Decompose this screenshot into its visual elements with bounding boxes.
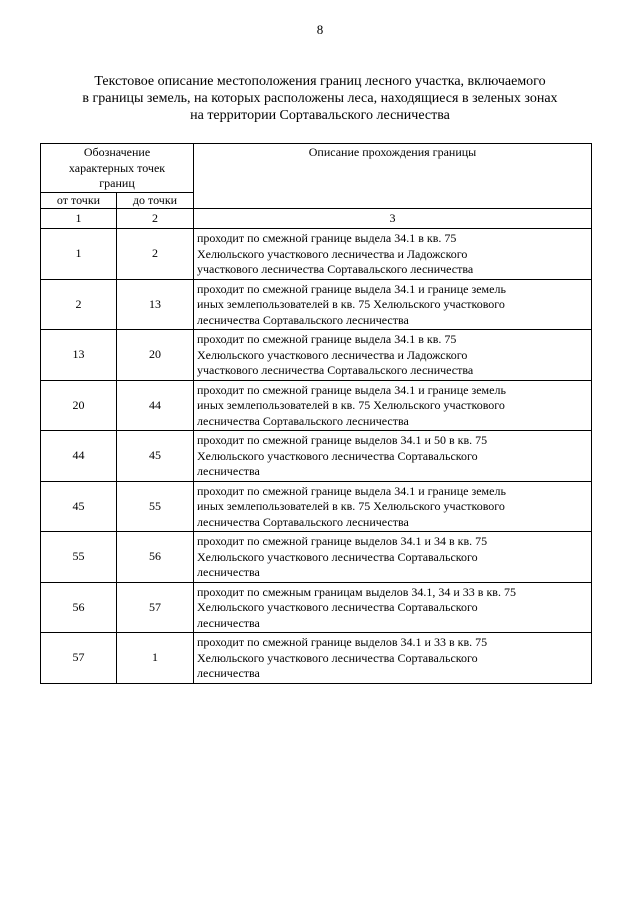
description-cell (194, 431, 592, 482)
description-line: лесничества Сортавальского лесничества (197, 413, 409, 428)
description-line: проходит по смежной границе выдела 34.1 и границе земель (197, 281, 506, 296)
description-line: иных землепользователей в кв. 75 Хелюльского участкового (197, 499, 505, 513)
to-point-cell: 45 (117, 431, 194, 482)
description-cell (194, 279, 592, 330)
points-header (41, 144, 194, 193)
column-number: 2 (117, 209, 194, 229)
from-point-cell: 56 (41, 582, 117, 633)
description-line: лесничества Сортавальского лесничества (197, 514, 409, 529)
to-point-header: до точки (117, 192, 194, 209)
from-point-cell: 2 (41, 279, 117, 330)
description-line: Хелюльского участкового лесничества Сортавальского (197, 600, 478, 614)
table-row (41, 279, 592, 330)
from-point-cell: 1 (41, 229, 117, 280)
description-cell (194, 481, 592, 532)
description-line: лесничества (197, 565, 260, 579)
description-line: проходит по смежной границе выдела 34.1 в кв. 75 (197, 231, 457, 245)
table-row (41, 582, 592, 633)
description-cell (194, 633, 592, 684)
to-point-cell: 2 (117, 229, 194, 280)
column-number: 1 (41, 209, 117, 229)
to-point-cell: 44 (117, 380, 194, 431)
table-row (41, 633, 592, 684)
table-row (41, 532, 592, 583)
description-line: проходит по смежной границе выделов 34.1 и 33 в кв. 75 (197, 635, 488, 649)
description-cell (194, 532, 592, 583)
points-header-line: границ (99, 176, 135, 190)
to-point-cell: 55 (117, 481, 194, 532)
table-row (41, 431, 592, 482)
description-cell (194, 229, 592, 280)
from-point-cell: 55 (41, 532, 117, 583)
points-header-line: Обозначение (83, 145, 151, 159)
from-point-cell: 45 (41, 481, 117, 532)
description-line: Хелюльского участкового лесничества Сортавальского (197, 549, 478, 564)
description-line: Хелюльского участкового лесничества и Ладожского (197, 246, 468, 261)
description-line: участкового лесничества Сортавальского лесничества (197, 363, 474, 377)
description-line: Хелюльского участкового лесничества Сортавальского (197, 650, 478, 665)
from-point-header: от точки (41, 192, 117, 209)
description-line: проходит по смежной границе выделов 34.1 и 50 в кв. 75 (197, 433, 488, 447)
table-row (41, 481, 592, 532)
table-row (41, 330, 592, 381)
description-line: проходит по смежным границам выделов 34.1, 34 и 33 в кв. 75 (197, 584, 516, 599)
to-point-cell: 56 (117, 532, 194, 583)
title-line: Текстовое описание местоположения границ лесного участка, включаемого (94, 74, 546, 89)
to-point-cell: 13 (117, 279, 194, 330)
to-point-cell: 20 (117, 330, 194, 381)
description-line: иных землепользователей в кв. 75 Хелюльского участкового (197, 297, 505, 311)
description-header: Описание прохождения границы (194, 144, 592, 209)
from-point-cell: 13 (41, 330, 117, 381)
description-cell (194, 582, 592, 633)
description-line: иных землепользователей в кв. 75 Хелюльского участкового (197, 398, 505, 412)
description-line: лесничества Сортавальского лесничества (197, 312, 409, 327)
table-row (41, 229, 592, 280)
from-point-cell: 20 (41, 380, 117, 431)
points-header-line: характерных точек (68, 160, 166, 175)
from-point-cell: 57 (41, 633, 117, 684)
to-point-cell: 57 (117, 582, 194, 633)
column-number: 3 (194, 209, 592, 229)
table-body (41, 229, 592, 684)
to-point-cell: 1 (117, 633, 194, 684)
description-line: проходит по смежной границе выдела 34.1 в кв. 75 (197, 332, 457, 346)
title-line: в границы земель, на которых расположены леса, находящиеся в зеленых зонах (82, 91, 558, 106)
boundary-description-table (40, 143, 592, 684)
page-number: 8 (316, 22, 324, 37)
document-title (40, 73, 600, 124)
description-line: лесничества (197, 615, 260, 630)
description-line: Хелюльского участкового лесничества Сортавальского (197, 448, 478, 463)
description-cell (194, 330, 592, 381)
title-line: на территории Сортавальского лесничества (190, 108, 450, 123)
description-line: Хелюльского участкового лесничества и Ладожского (197, 347, 468, 362)
description-line: проходит по смежной границе выдела 34.1 и границе земель (197, 382, 506, 397)
table-row (41, 380, 592, 431)
description-line: лесничества (197, 464, 260, 478)
description-cell (194, 380, 592, 431)
description-line: проходит по смежной границе выделов 34.1 и 34 в кв. 75 (197, 534, 488, 548)
description-line: проходит по смежной границе выдела 34.1 и границе земель (197, 483, 506, 498)
description-line: участкового лесничества Сортавальского лесничества (197, 262, 474, 276)
from-point-cell: 44 (41, 431, 117, 482)
description-line: лесничества (197, 666, 260, 680)
